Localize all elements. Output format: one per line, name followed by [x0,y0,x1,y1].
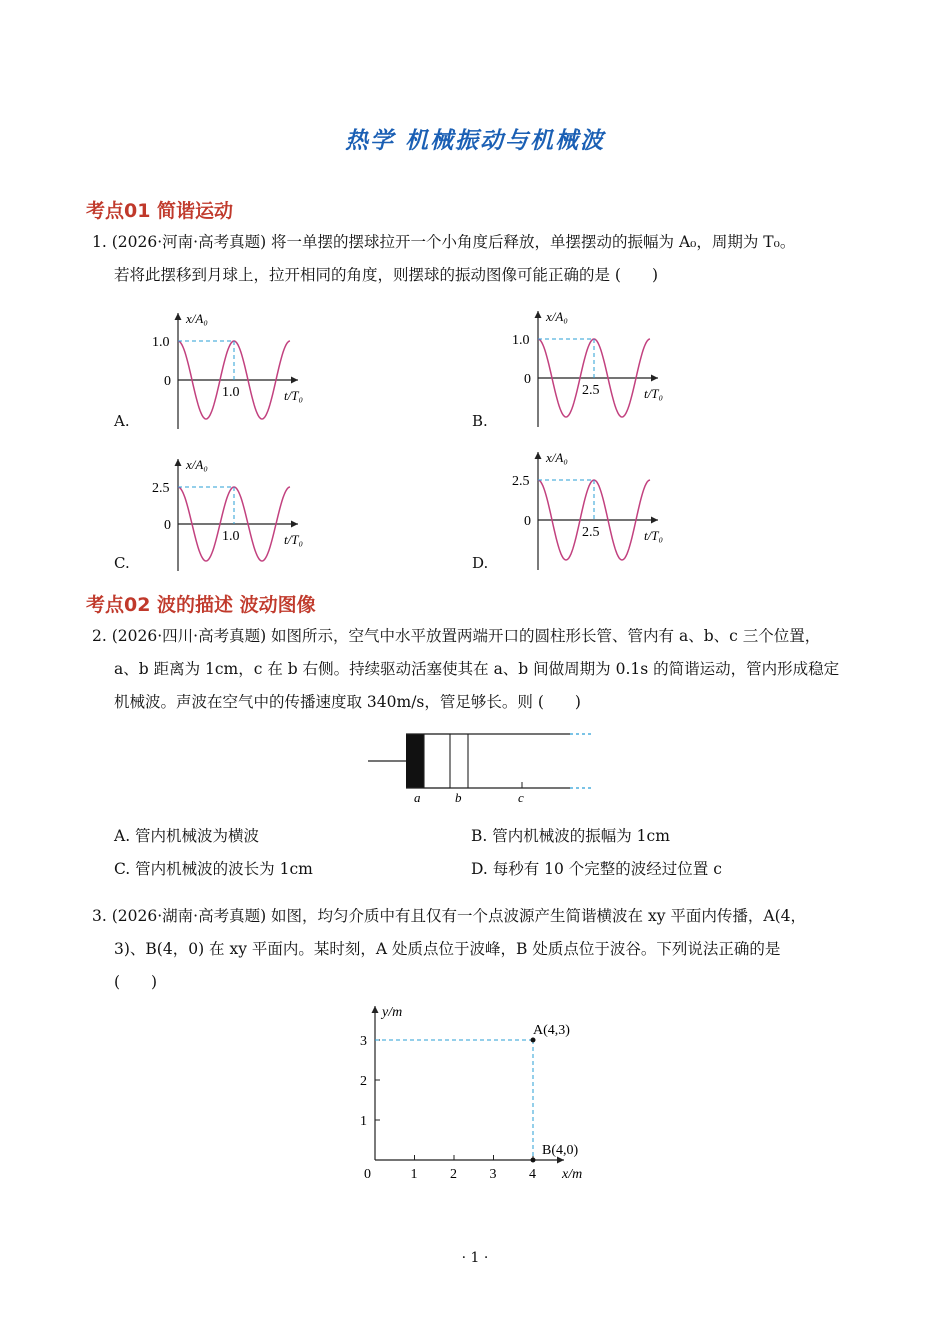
tube-diagram [360,726,600,808]
y-tick-label: 1.0 [512,333,530,348]
option-b-label: B. [472,412,488,430]
piston [406,734,424,788]
option-c-graph[interactable] [110,442,310,582]
x-tick-label: 1.0 [222,385,240,400]
vibration-graph-a [110,300,310,436]
y-axis-label: x/A₀ [546,450,568,465]
page-title: 热学 机械振动与机械波 [344,128,605,154]
origin-label: 0 [364,1167,371,1182]
vibration-graph-c [110,442,310,578]
x-tick-label: 2.5 [582,383,600,398]
option-d-graph[interactable] [468,438,698,582]
x-tick-label: 2 [450,1167,457,1182]
label-c: c [518,790,524,805]
y-axis-label: x/A₀ [546,309,568,324]
zero-label: 0 [164,518,171,533]
y-tick-label: 1.0 [152,335,170,350]
question-2-line-3: 机械波。声波在空气中的传播速度取 340m/s，管足够长。则 ( ) [114,693,581,711]
x-tick-label: 3 [489,1167,497,1182]
zero-label: 0 [524,372,531,387]
x-axis-label: t/T₀ [644,386,663,401]
question-1 [92,226,872,292]
q2-option-d[interactable]: D. 每秒有 10 个完整的波经过位置 c [471,860,722,878]
y-tick-label: 1 [360,1114,367,1129]
question-3-line-1: 3. (2026·湖南·高考真题) 如图，均匀介质中有且仅有一个点波源产生简谐横波在 xy 平面内传播，A(4， [92,907,806,925]
question-3 [92,900,872,999]
section-heading-2: 考点02 波的描述 波动图像 [86,594,316,616]
point-a [531,1038,536,1043]
y-tick-label: 3 [360,1034,367,1049]
x-tick-label: 2.5 [582,525,600,540]
label-a: a [414,790,421,805]
x-axis-label: t/T₀ [284,388,303,403]
x-tick-label: 1.0 [222,529,240,544]
xy-plane-diagram [352,998,602,1188]
option-c-label: C. [114,554,130,572]
vibration-graph-b [468,296,698,436]
point-a-label: A(4,3) [533,1023,570,1038]
y-axis-label: y/m [382,1005,403,1020]
q2-option-b[interactable]: B. 管内机械波的振幅为 1cm [471,827,670,845]
point-b-label: B(4,0) [542,1143,579,1158]
y-tick-label: 2.5 [512,474,530,489]
option-b-graph[interactable] [468,296,698,440]
zero-label: 0 [524,514,531,529]
point-b [531,1158,536,1163]
zero-label: 0 [164,374,171,389]
question-2-line-2: a、b 距离为 1cm，c 在 b 右侧。持续驱动活塞使其在 a、b 间做周期为 0.1s 的简谐运动，管内形成稳定 [114,660,840,678]
vibration-graph-d [468,438,698,578]
question-1-line-2: 若将此摆移到月球上，拉开相同的角度，则摆球的振动图像可能正确的是 ( ) [114,266,659,284]
y-tick-label: 2.5 [152,481,170,496]
x-axis-label: t/T₀ [644,528,663,543]
position-b-box [424,734,450,788]
y-axis-label: x/A₀ [186,311,208,326]
x-axis-label: x/m [562,1167,583,1182]
x-tick-label: 1 [410,1167,418,1182]
y-tick-label: 2 [360,1074,367,1089]
question-1-line-1: 1. (2026·河南·高考真题) 将一单摆的摆球拉开一个小角度后释放，单摆摆动的振幅为 A₀，周期为 T₀。 [92,233,796,251]
x-tick-label: 4 [529,1167,536,1182]
option-a-label: A. [114,412,130,430]
question-3-line-2: 3)、B(4，0) 在 xy 平面内。某时刻，A 处质点位于波峰，B 处质点位于波谷。下列说法正确的是 [114,940,781,958]
option-d-label: D. [472,554,489,572]
option-a-graph[interactable] [110,300,310,440]
section-heading-1: 考点01 简谐运动 [86,200,234,222]
page-number: · 1 · [461,1250,489,1266]
question-2-line-1: 2. (2026·四川·高考真题) 如图所示，空气中水平放置两端开口的圆柱形长管、管内有 a、b、c 三个位置， [92,627,821,645]
label-b: b [455,790,462,805]
x-axis-label: t/T₀ [284,532,303,547]
question-3-line-3: ( ) [114,973,158,991]
q2-option-a[interactable]: A. 管内机械波为横波 [114,827,260,845]
question-2 [92,620,872,719]
y-axis-label: x/A₀ [186,457,208,472]
q2-option-c[interactable]: C. 管内机械波的波长为 1cm [114,860,313,878]
